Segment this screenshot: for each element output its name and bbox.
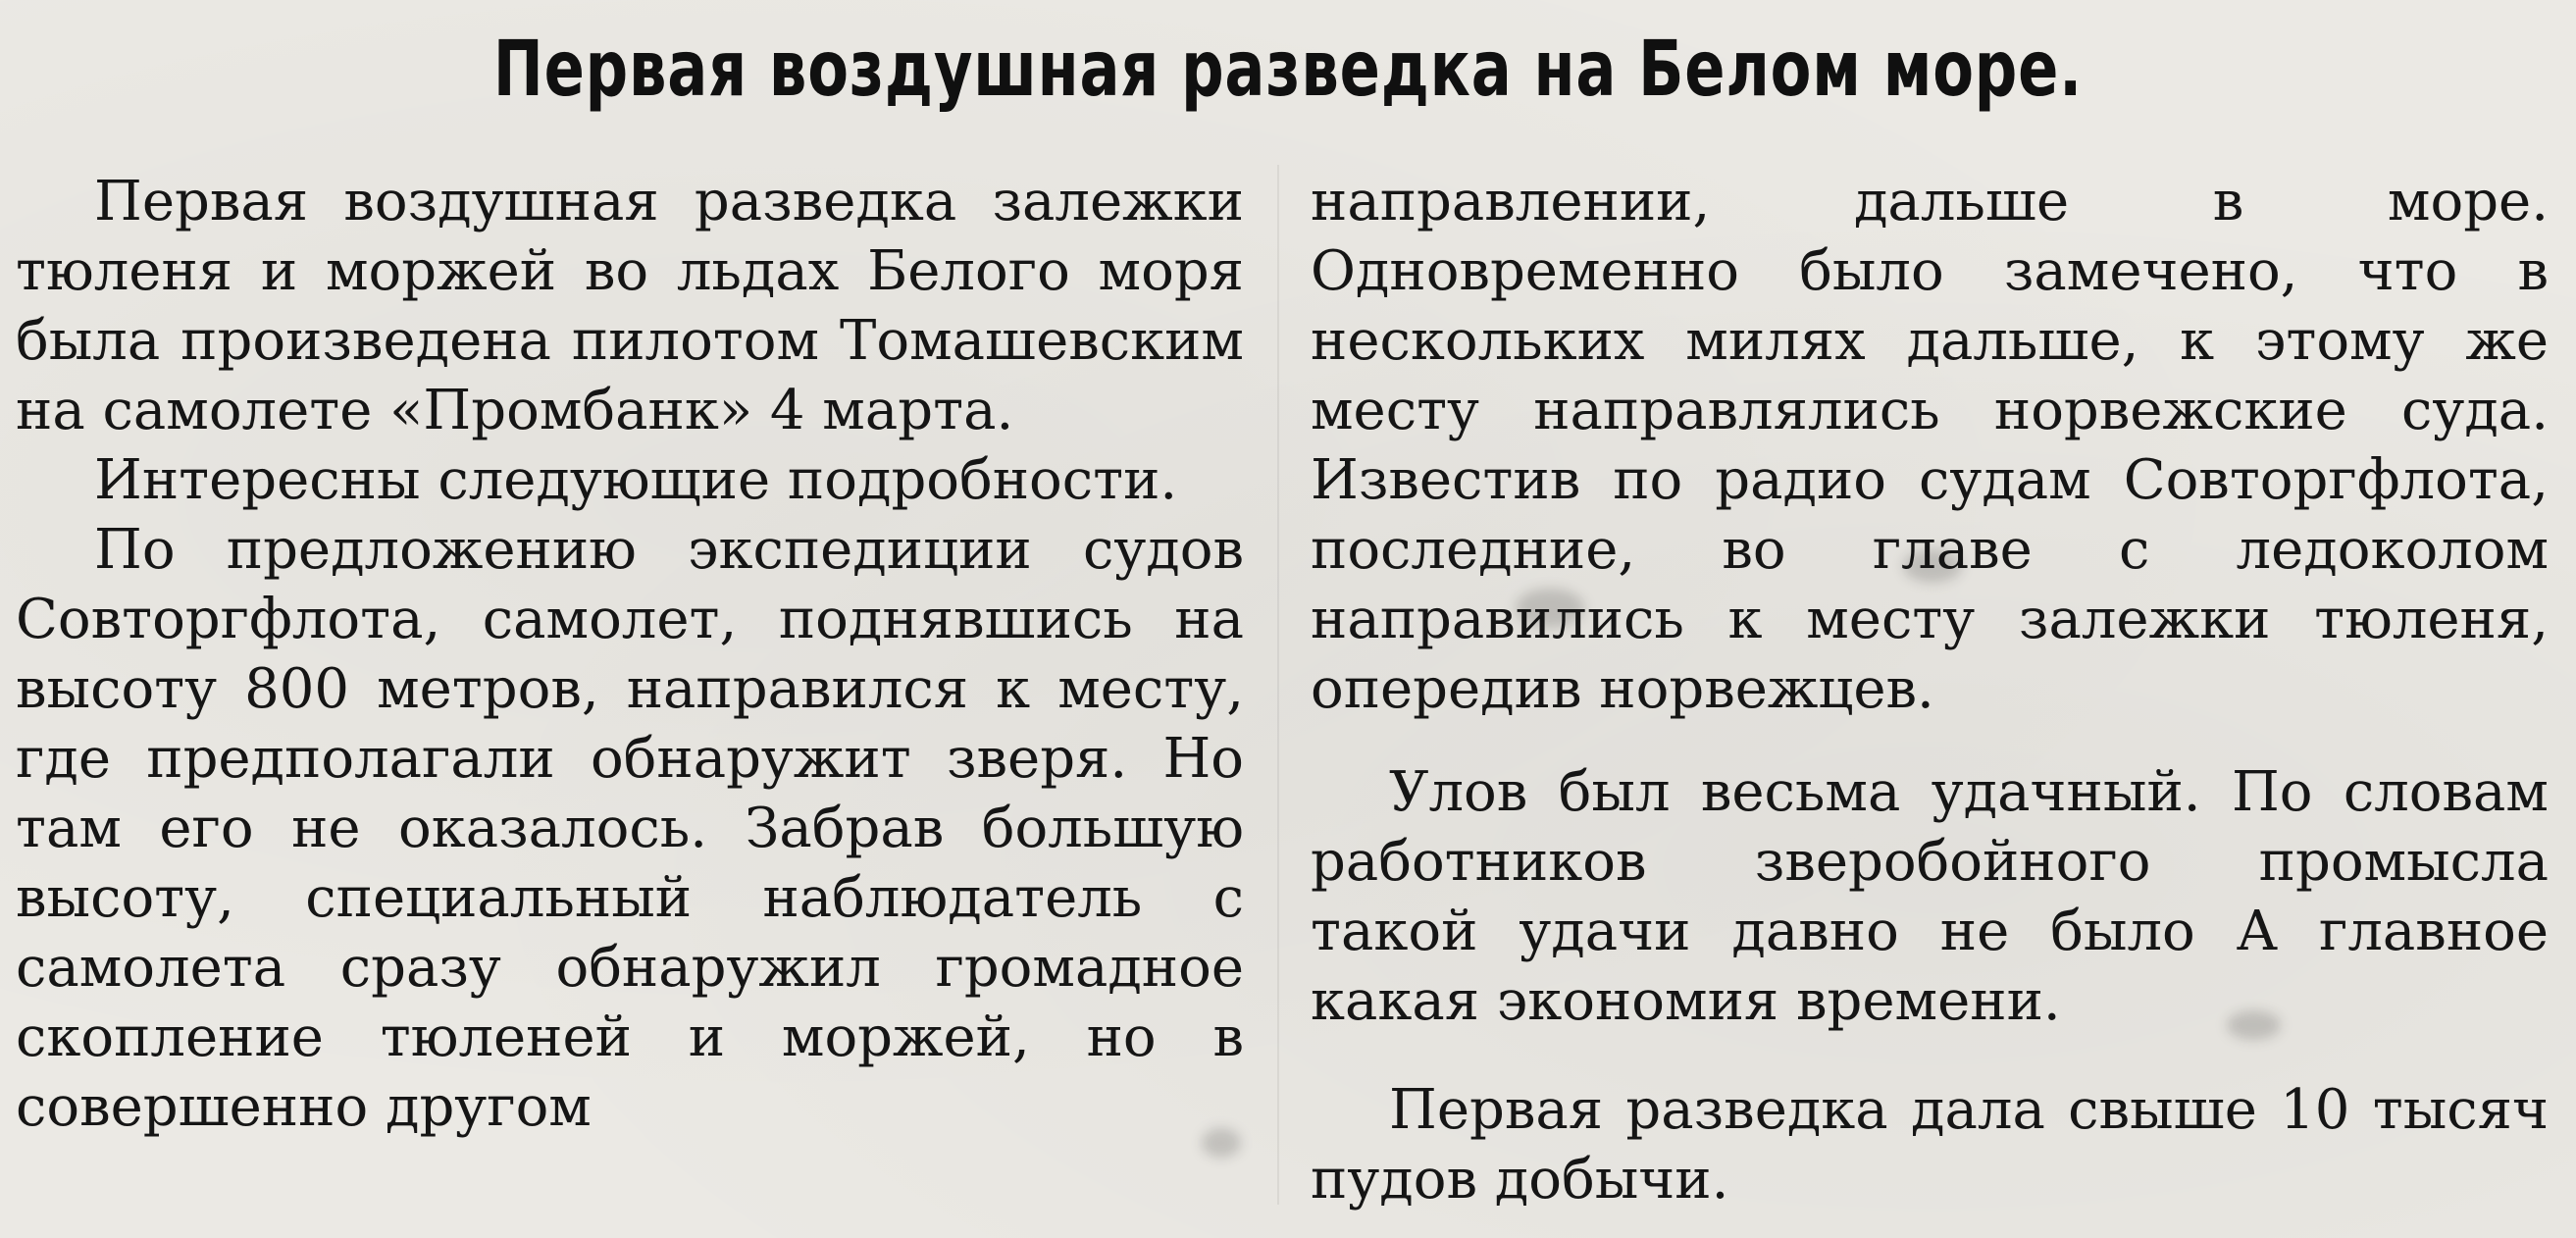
ink-smudge bbox=[1516, 589, 1584, 628]
paragraph-intro: Первая воздушная разведка залежки тюленя и моржей во льдах Белого моря была произведена пилотом Томашевским на самолете «Промбанк» 4 марта. bbox=[16, 170, 1244, 442]
ink-smudge bbox=[1202, 1128, 1241, 1158]
column-divider bbox=[1277, 165, 1279, 1205]
ink-smudge bbox=[2227, 1010, 2281, 1040]
left-column bbox=[16, 167, 1244, 1142]
right-column bbox=[1311, 167, 2549, 1214]
article-headline: Первая воздушная разведка на Белом море. bbox=[492, 26, 2084, 114]
paragraph-details-lead: Интересны следующие подробности. bbox=[94, 448, 1178, 512]
paragraph-result: Первая разведка дала свыше 10 тысяч пудов добычи. bbox=[1311, 1078, 2549, 1212]
paragraph-catch: Улов был весьма удачный. По словам работников зверобойного промысла такой удачи давно не было А главное какая экономия времени. bbox=[1311, 760, 2549, 1033]
paragraph-flight-continued: направлении, дальше в море. Одновременно было замечено, что в нескольких милях дальше, к этому же месту направлялись норвежские суда. Известив по радио судам Совторгфлота, последние, во главе с ледоколом направились к месту залежки тюленя, опередив норвежцев. bbox=[1311, 170, 2549, 721]
paragraph-flight-account: По предложению экспедиции судов Совторгфлота, самолет, поднявшись на высоту 800 метров, направился к месту, где предполагали обнаружит зверя. Но там его не оказалось. Забрав большую высоту, специальный наблюдатель с самолета сразу обнаружил громадное скопление тюленей и моржей, но в совершенно другом bbox=[16, 518, 1244, 1139]
ink-smudge bbox=[1903, 549, 1962, 583]
